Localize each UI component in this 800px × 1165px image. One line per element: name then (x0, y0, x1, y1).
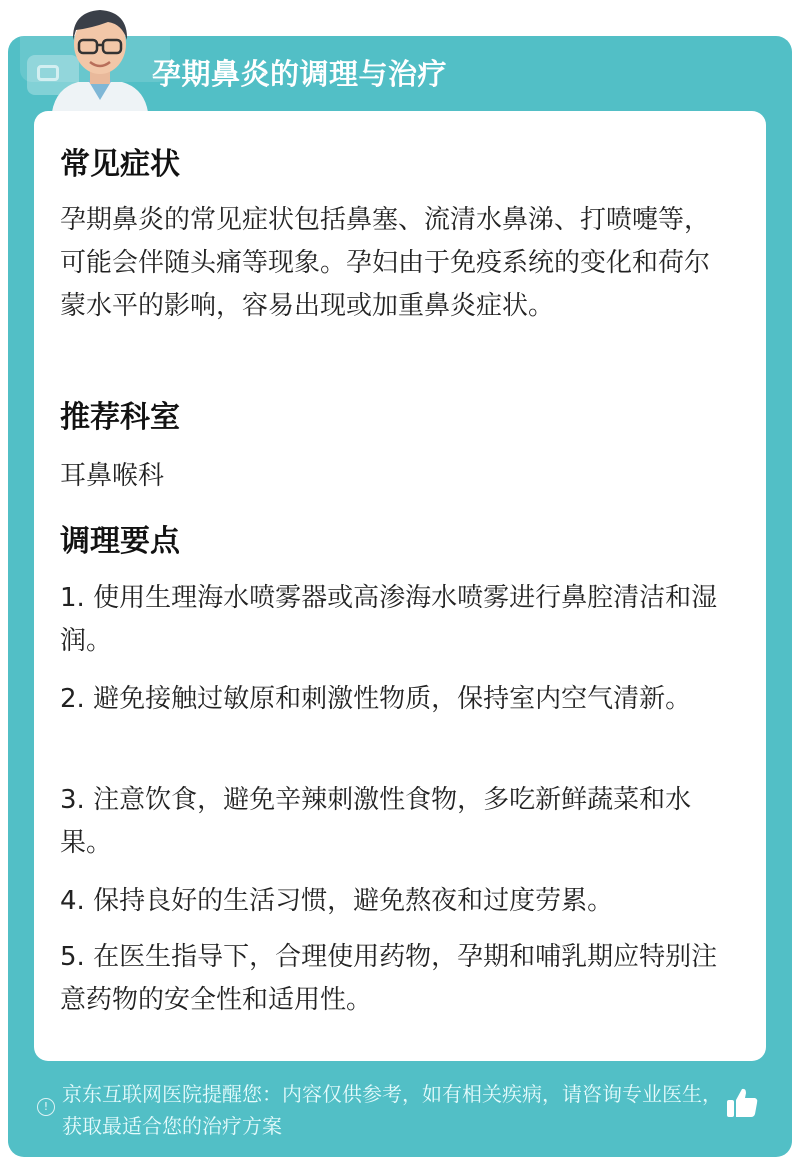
list-item: 5. 在医生指导下，合理使用药物，孕期和哺乳期应特别注意药物的安全性和适用性。 (60, 942, 718, 1015)
section-body-symptoms: 孕期鼻炎的常见症状包括鼻塞、流清水鼻涕、打喷嚏等，可能会伴随头痛等现象。孕妇由于免疫系统的变化和荷尔蒙水平的影响，容易出现或加重鼻炎症状。 (60, 205, 711, 321)
doctor-avatar (48, 0, 152, 112)
section-heading-symptoms: 常见症状 (60, 147, 180, 182)
info-icon: ! (37, 1098, 55, 1116)
page-title: 孕期鼻炎的调理与治疗 (152, 57, 448, 91)
list-item: 4. 保持良好的生活习惯，避免熬夜和过度劳累。 (60, 886, 614, 916)
thumbs-up-icon[interactable] (724, 1085, 760, 1121)
footer-notice: 京东互联网医院提醒您：内容仅供参考，如有相关疾病，请咨询专业医生，获取最适合您的治疗方案 (62, 1082, 722, 1138)
list-item: 1. 使用生理海水喷雾器或高渗海水喷雾进行鼻腔清洁和湿润。 (60, 583, 718, 656)
list-item: 2. 避免接触过敏原和刺激性物质，保持室内空气清新。 (60, 684, 692, 714)
section-heading-department: 推荐科室 (60, 400, 180, 435)
content-card (34, 111, 766, 1061)
list-item: 3. 注意饮食，避免辛辣刺激性食物，多吃新鲜蔬菜和水果。 (60, 785, 692, 858)
section-body-department: 耳鼻喉科 (60, 461, 165, 491)
section-heading-care-points: 调理要点 (60, 524, 180, 559)
